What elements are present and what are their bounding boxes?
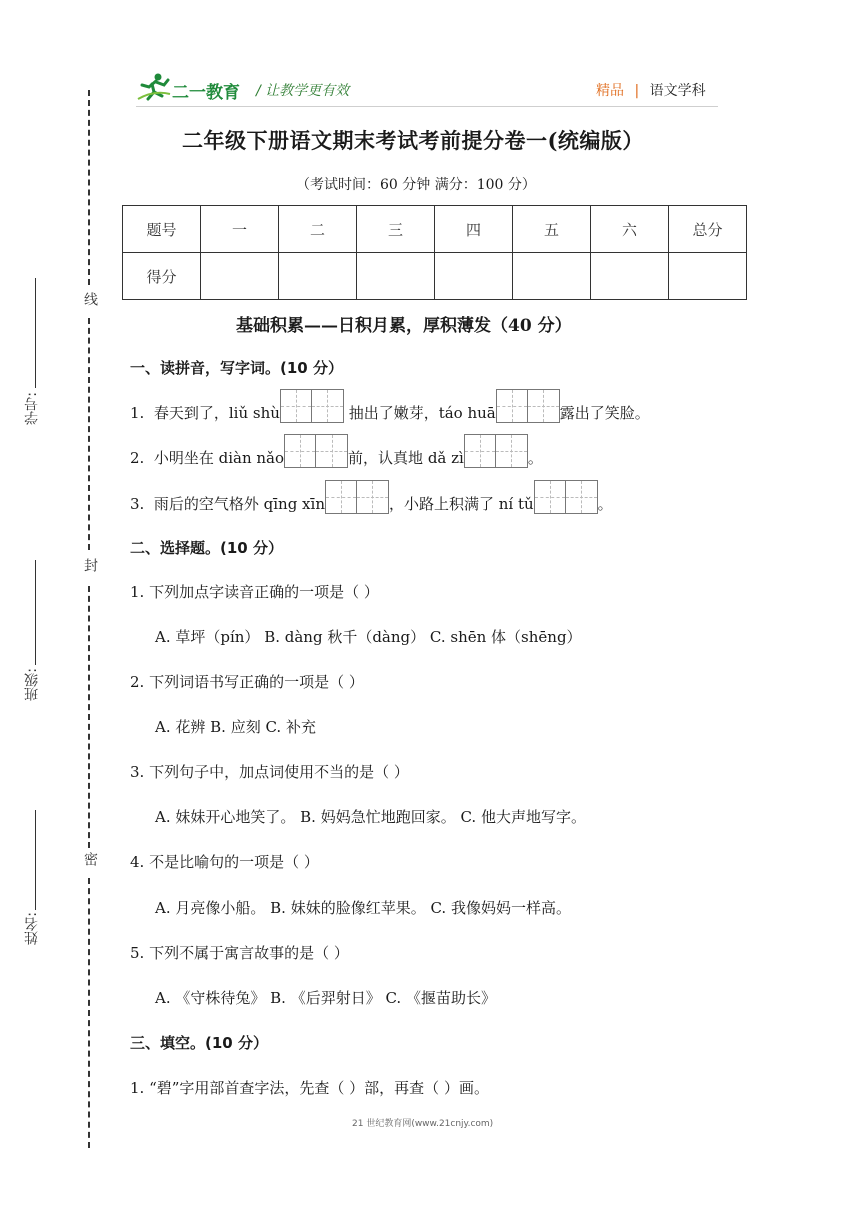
question-text: 露出了笑脸。 [559, 404, 650, 422]
student-id-line [35, 278, 36, 388]
options-2-2: A. 花辨 B. 应刻 C. 补充 [155, 718, 316, 736]
question-2-4: 4. 不是比喻句的一项是（ ） [130, 853, 319, 871]
name-label: 姓名: [24, 912, 40, 945]
class-label: 班级: [24, 668, 40, 701]
score-input-cell[interactable] [357, 253, 435, 300]
question-text: ，小路上积满了 ní tǔ [388, 495, 534, 513]
logo [136, 72, 244, 102]
header-tags [596, 80, 706, 100]
score-table [122, 205, 747, 300]
writing-grid[interactable] [534, 480, 598, 514]
question-1-2 [130, 434, 543, 468]
question-number: 2. [130, 449, 145, 467]
footer-source: 21 世纪教育网(www.21cnjy.com) [352, 1119, 494, 1129]
part1-heading: 一、读拼音，写字词。(10 分） [130, 359, 343, 377]
question-number: 3. [130, 495, 145, 513]
tag-subject: 语文学科 [649, 83, 706, 99]
score-table-header-row [123, 206, 747, 253]
writing-grid[interactable] [464, 434, 528, 468]
part2-heading: 二、选择题。(10 分） [130, 539, 283, 557]
table-cell: 题号 [123, 206, 201, 253]
question-number: 1. [130, 404, 145, 422]
binding-mark-line: 线 [82, 292, 98, 306]
question-text: 春天到了，liǔ shù [153, 404, 280, 422]
binding-mark-seal: 封 [82, 558, 98, 572]
options-2-4: A. 月亮像小船。 B. 妹妹的脸像红苹果。 C. 我像妈妈一样高。 [155, 899, 571, 917]
logo-text: 二一教育 [172, 83, 240, 103]
score-input-cell[interactable] [591, 253, 669, 300]
table-cell: 五 [513, 206, 591, 253]
table-cell: 总分 [669, 206, 747, 253]
name-line [35, 810, 36, 910]
slogan: / 让教学更有效 [256, 83, 350, 99]
writing-grid[interactable] [325, 480, 389, 514]
question-1-1 [130, 389, 650, 423]
options-2-1: A. 草坪（pín） B. dàng 秋千（dàng） C. shēn 体（shēng） [155, 628, 582, 646]
question-2-5: 5. 下列不属于寓言故事的是（ ） [130, 944, 349, 962]
question-3-1: 1. “碧”字用部首查字法，先查（ ）部，再查（ ）画。 [130, 1079, 489, 1097]
question-2-1: 1. 下列加点字读音正确的一项是（ ） [130, 583, 379, 601]
score-table-score-row [123, 253, 747, 300]
table-cell: 六 [591, 206, 669, 253]
writing-grid[interactable] [280, 389, 344, 423]
table-cell: 得分 [123, 253, 201, 300]
options-2-5: A. 《守株待兔》 B. 《后羿射日》 C. 《揠苗助长》 [155, 989, 496, 1007]
page-title: 二年级下册语文期末考试考前提分卷一(统编版） [182, 128, 644, 153]
question-text: 。 [527, 449, 543, 467]
question-text: 小明坐在 diàn nǎo [153, 449, 285, 467]
class-line [35, 560, 36, 665]
runner-logo-icon [136, 72, 172, 102]
question-2-2: 2. 下列词语书写正确的一项是（ ） [130, 673, 364, 691]
score-input-cell[interactable] [279, 253, 357, 300]
binding-line-bottom [88, 878, 90, 1148]
question-text: 雨后的空气格外 qīng xīn [153, 495, 325, 513]
table-cell: 一 [201, 206, 279, 253]
score-input-cell[interactable] [669, 253, 747, 300]
table-cell: 三 [357, 206, 435, 253]
exam-info: （考试时间：60 分钟 满分：100 分） [296, 177, 536, 193]
tag-premium: 精品 [596, 83, 624, 99]
score-input-cell[interactable] [513, 253, 591, 300]
binding-line-mid1 [88, 318, 90, 550]
header-divider [136, 106, 718, 107]
writing-grid[interactable] [496, 389, 560, 423]
section-title: 基础积累——日积月累，厚积薄发（40 分） [236, 316, 572, 336]
question-text: 抽出了嫩芽，táo huā [348, 404, 496, 422]
options-2-3: A. 妹妹开心地笑了。 B. 妈妈急忙地跑回家。 C. 他大声地写字。 [155, 808, 586, 826]
question-text: 。 [597, 495, 613, 513]
binding-mark-secret: 密 [82, 852, 98, 866]
writing-grid[interactable] [284, 434, 348, 468]
score-input-cell[interactable] [435, 253, 513, 300]
table-cell: 二 [279, 206, 357, 253]
part3-heading: 三、填空。(10 分） [130, 1034, 268, 1052]
student-id-label: 学号: [24, 392, 40, 425]
question-text: 前，认真地 dǎ zì [348, 449, 464, 467]
table-cell: 四 [435, 206, 513, 253]
question-1-3 [130, 480, 613, 514]
tag-separator: | [634, 83, 640, 99]
question-2-3: 3. 下列句子中，加点词使用不当的是（ ） [130, 763, 409, 781]
binding-line-top [88, 90, 90, 285]
score-input-cell[interactable] [201, 253, 279, 300]
binding-line-mid2 [88, 586, 90, 848]
